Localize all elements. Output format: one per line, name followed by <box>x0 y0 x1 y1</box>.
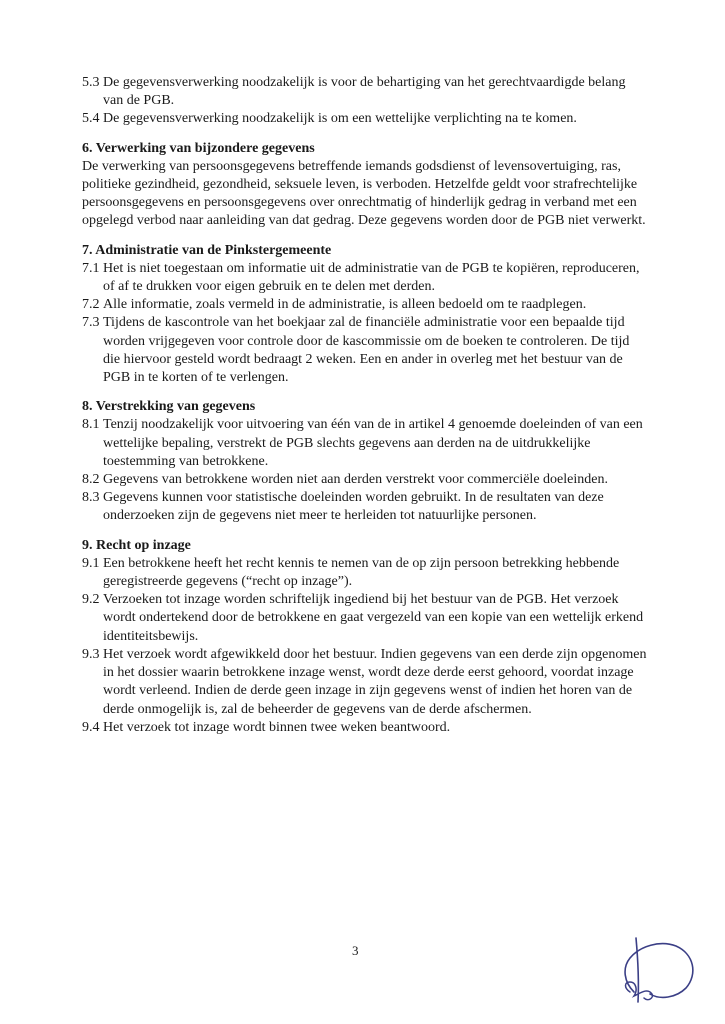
section-heading-7: 7. Administratie van de Pinkstergemeente <box>82 242 332 258</box>
handwritten-signature <box>612 930 704 1008</box>
section-heading-6: 6. Verwerking van bijzondere gegevens <box>82 140 315 156</box>
item-text: Een betrokkene heeft het recht kennis te nemen van de op zijn persoon betrekking hebbende geregistreerde gegevens (“recht op inzage”). <box>103 555 620 590</box>
item-number: 7.2 <box>82 297 100 313</box>
item-text: Het is niet toegestaan om informatie uit de administratie van de PGB te kopiëren, reproduceren, of af te drukken voor eigen gebruik en te delen met derden. <box>103 260 640 295</box>
item-text: De gegevensverwerking noodzakelijk is om een wettelijke verplichting na te komen. <box>103 111 577 127</box>
section-paragraph-6: De verwerking van persoonsgegevens betreffende iemands godsdienst of levensovertuiging, ras, politieke gezindheid, gezondheid, seksuele leven, is verboden. Hetzelfde geldt voor strafrechtelijke persoonsgegevens en persoonsgegevens over onrechtmatig of hinderlijk gedrag in verband met een opgelegd verbod naar aanleiding van dat gedrag. Deze gegevens worden door de PGB niet verwerkt. <box>82 158 646 229</box>
list-item-7-3 <box>82 314 648 387</box>
list-item-5-3 <box>82 74 648 110</box>
item-text: Tijdens de kascontrole van het boekjaar zal de financiële administratie voor een bepaalde tijd worden vrijgegeven voor controle door de kascommissie om de boeken te controleren. De tijd die hiervoor gesteld wordt bedraagt 2 weken. Een en ander in overleg met het bestuur van de PGB in te korten of te verlengen. <box>103 315 630 386</box>
item-number: 5.4 <box>82 111 100 127</box>
item-number: 8.3 <box>82 490 100 506</box>
list-item-9-3 <box>82 646 648 719</box>
item-number: 9.3 <box>82 646 100 662</box>
list-item-8-3 <box>82 489 648 525</box>
item-text: De gegevensverwerking noodzakelijk is voor de behartiging van het gerechtvaardigde belang van de PGB. <box>103 75 626 109</box>
item-number: 7.3 <box>82 315 100 331</box>
list-item-9-2 <box>82 591 648 646</box>
page-number: 3 <box>352 943 359 958</box>
item-text: Alle informatie, zoals vermeld in de administratie, is alleen bedoeld om te raadplegen. <box>103 297 587 313</box>
list-item-7-1 <box>82 260 648 296</box>
list-item-9-4 <box>82 719 648 737</box>
item-text: Gegevens van betrokkene worden niet aan derden verstrekt voor commerciële doeleinden. <box>103 472 608 488</box>
section-heading-8: 8. Verstrekking van gegevens <box>82 399 256 415</box>
section-heading-9: 9. Recht op inzage <box>82 537 191 553</box>
list-item-5-4 <box>82 110 648 128</box>
item-number: 9.2 <box>82 592 100 608</box>
item-text: Verzoeken tot inzage worden schriftelijk ingediend bij het bestuur van de PGB. Het verzoek wordt ondertekend door de betrokkene en gaat vergezeld van een kopie van een wettelijk erkend identiteitsbewijs. <box>103 592 644 644</box>
item-number: 8.1 <box>82 417 100 433</box>
item-text: Het verzoek wordt afgewikkeld door het bestuur. Indien gegevens van een derde zijn opgenomen in het dossier waarin betrokkene inzage wenst, wordt deze derde eerst gehoord, voordat inzage wordt verleend. Indien de derde geen inzage in zijn gegevens wenst of indien het horen van de derde onmogelijk is, zal de beheerder de gegevens van de derde afschermen. <box>103 646 647 717</box>
item-number: 7.1 <box>82 260 100 276</box>
item-number: 5.3 <box>82 75 100 90</box>
page-content <box>82 74 648 737</box>
list-item-8-1 <box>82 416 648 471</box>
list-item-8-2 <box>82 471 648 489</box>
item-text: Gegevens kunnen voor statistische doeleinden worden gebruikt. In de resultaten van deze onderzoeken zijn de gegevens niet meer te herleiden tot natuurlijke personen. <box>103 490 604 524</box>
item-text: Tenzij noodzakelijk voor uitvoering van één van de in artikel 4 genoemde doeleinden of van een wettelijke bepaling, verstrekt de PGB slechts gegevens aan derden na de uitdrukkelijke toestemming van betrokkene. <box>103 417 643 469</box>
item-number: 9.4 <box>82 719 100 735</box>
list-item-9-1 <box>82 555 648 591</box>
item-text: Het verzoek tot inzage wordt binnen twee weken beantwoord. <box>103 719 451 735</box>
item-number: 9.1 <box>82 555 100 571</box>
item-number: 8.2 <box>82 472 100 488</box>
list-item-7-2 <box>82 296 648 314</box>
